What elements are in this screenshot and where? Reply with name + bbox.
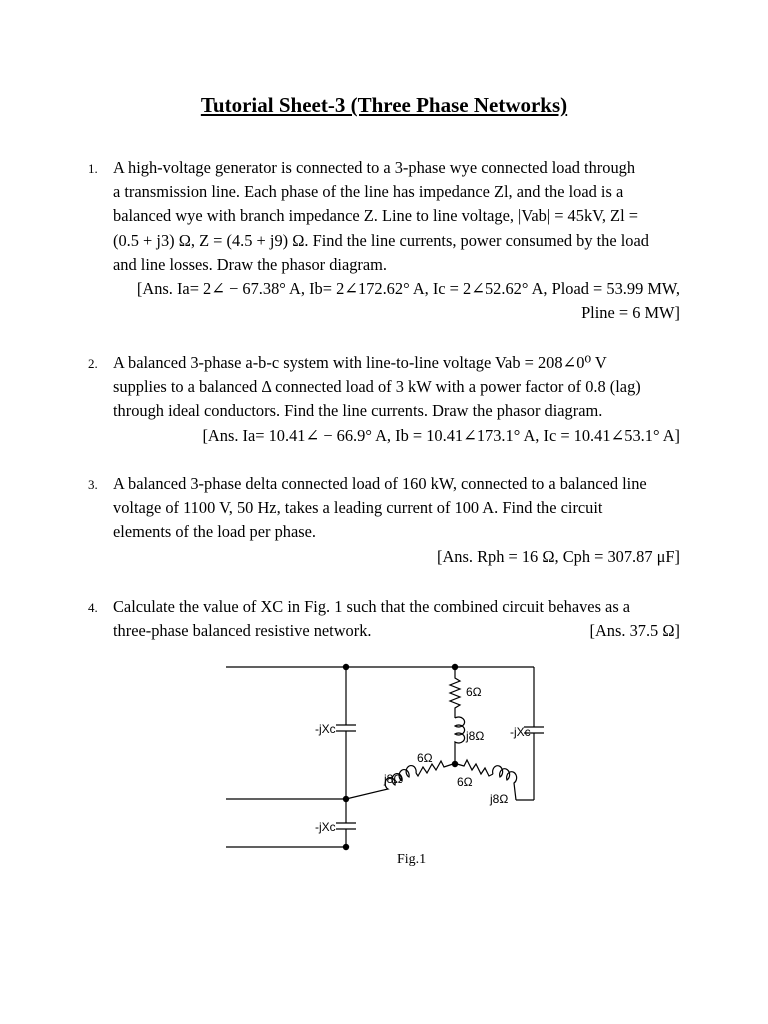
question-number: 2. xyxy=(88,356,98,371)
answer-line: Pline = 6 MW] xyxy=(581,303,680,323)
junction-dot xyxy=(452,664,458,670)
answer-line: [Ans. Ia= 2∠ − 67.38° A, Ib= 2∠172.62° A, Ic = 2∠52.62° A, Pload = 53.99 MW, xyxy=(136,279,680,299)
answer-line: [Ans. Rph = 16 Ω, Cph = 307.87 μF] xyxy=(437,546,680,566)
question-line: (0.5 + j3) Ω, Z = (4.5 + j9) Ω. Find the line currents, power consumed by the load xyxy=(113,230,649,250)
question-line: through ideal conductors. Find the line currents. Draw the phasor diagram. xyxy=(113,401,603,421)
answer xyxy=(88,277,680,325)
question-line: A balanced 3-phase delta connected load of 160 kW, connected to a balanced line xyxy=(113,474,647,493)
question-line: balanced wye with branch impedance Z. Line to line voltage, |Vab| = 45kV, Zl = xyxy=(113,206,638,226)
label-r-top: 6Ω xyxy=(466,685,482,699)
label-r-right: 6Ω xyxy=(457,775,473,789)
question-text xyxy=(113,156,680,277)
label-l-right: j8Ω xyxy=(490,792,509,806)
question-2 xyxy=(88,351,680,448)
label-cap-left-top: -jXc xyxy=(315,722,336,736)
question-line-with-answer xyxy=(113,619,680,643)
question-3 xyxy=(88,472,680,569)
question-1 xyxy=(88,156,680,325)
answer xyxy=(88,545,680,569)
page-title: Tutorial Sheet-3 (Three Phase Networks) xyxy=(200,93,568,117)
label-cap-left-bottom: -jXc xyxy=(315,820,336,834)
junction-dot xyxy=(343,844,349,850)
resistor-right xyxy=(457,760,493,776)
neutral-junction-dot xyxy=(452,761,458,767)
figure-caption: Fig.1 xyxy=(397,852,427,867)
answer-line: [Ans. 37.5 Ω] xyxy=(589,621,680,641)
question-number: 4. xyxy=(88,600,98,615)
answer-line: [Ans. Ia= 10.41∠ − 66.9° A, Ib = 10.41∠173.1° A, Ic = 10.41∠53.1° A] xyxy=(202,425,680,445)
junction-dot xyxy=(343,664,349,670)
junction-dot xyxy=(343,796,349,802)
question-number: 1. xyxy=(88,161,98,176)
inductor-left xyxy=(346,766,416,799)
question-line: A balanced 3-phase a-b-c system with line-to-line voltage Vab = 208∠0⁰ V xyxy=(113,353,607,372)
label-cap-right: -jXc xyxy=(510,725,531,739)
answer xyxy=(88,424,680,448)
question-line: A high-voltage generator is connected to a 3-phase wye connected load through xyxy=(113,158,636,177)
question-number: 3. xyxy=(88,477,98,492)
question-line: Calculate the value of XC in Fig. 1 such that the combined circuit behaves as a xyxy=(113,597,631,616)
question-line: supplies to a balanced Δ connected load of 3 kW with a power factor of 0.8 (lag) xyxy=(113,377,641,397)
label-l-top: j8Ω xyxy=(466,729,485,743)
question-text xyxy=(113,351,680,424)
question-4 xyxy=(88,595,680,643)
circuit-diagram xyxy=(226,660,556,875)
question-line: a transmission line. Each phase of the line has impedance Zl, and the load is a xyxy=(113,182,624,202)
circuit-figure xyxy=(226,660,556,875)
question-text xyxy=(113,472,680,545)
question-text xyxy=(113,595,680,643)
resistor-top xyxy=(450,667,460,718)
question-line: elements of the load per phase. xyxy=(113,522,316,542)
question-line: voltage of 1100 V, 50 Hz, takes a leading current of 100 A. Find the circuit xyxy=(113,498,603,518)
label-r-left: 6Ω xyxy=(417,751,433,765)
inductor-top xyxy=(455,717,465,763)
label-l-left: j8Ω xyxy=(384,772,403,786)
question-line: and line losses. Draw the phasor diagram. xyxy=(113,254,388,274)
question-line: three-phase balanced resistive network. xyxy=(113,621,372,641)
